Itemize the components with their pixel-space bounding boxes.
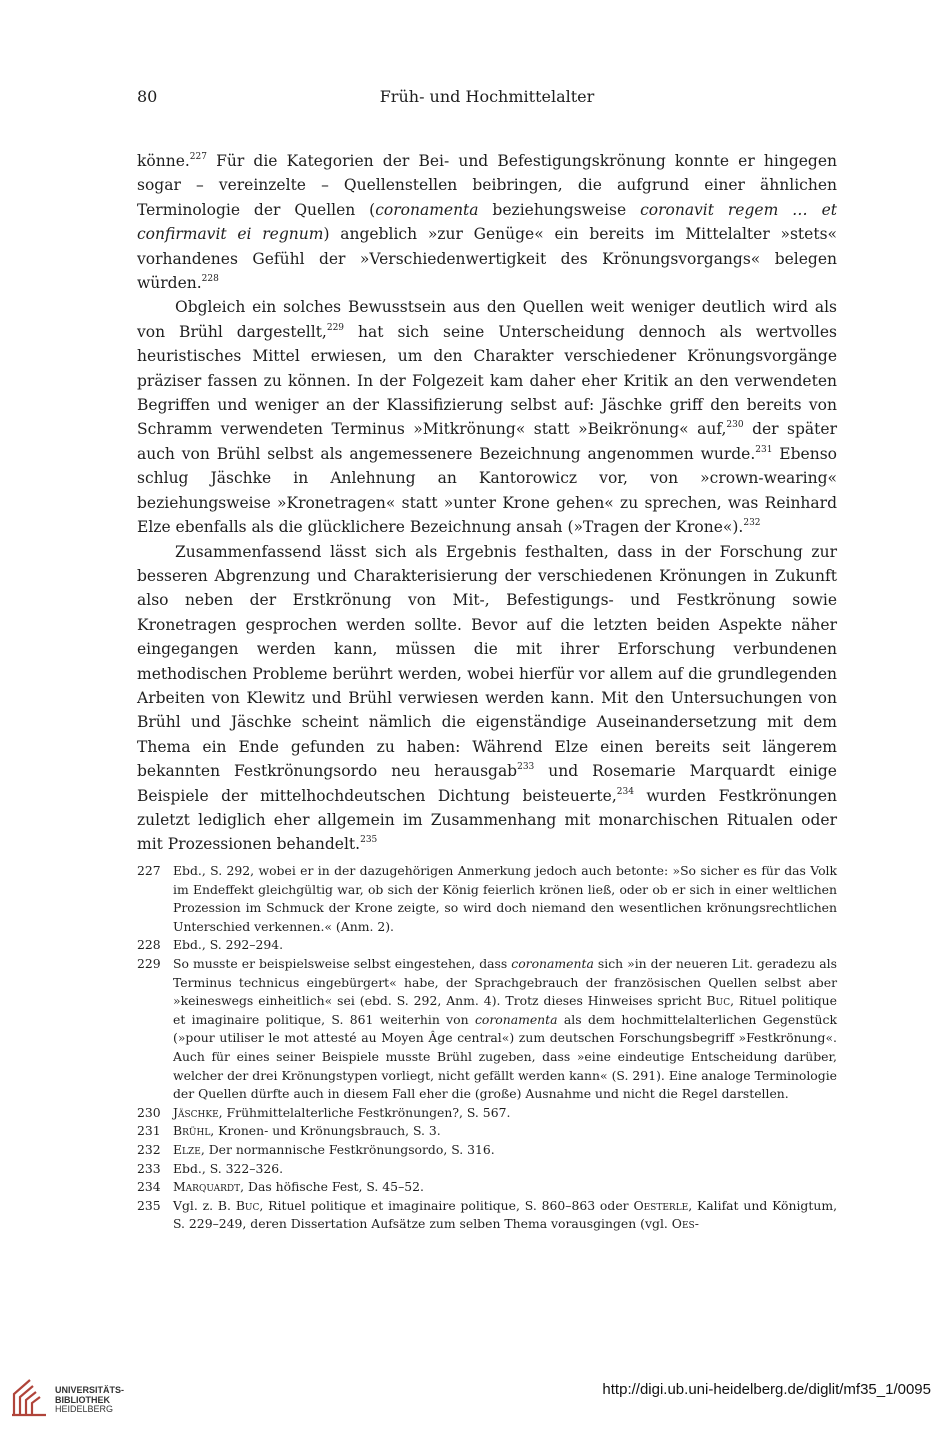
footnote-text: sich »in der neueren Lit. geradezu als Terminus technicus eingebürgert« habe, der Sprachgebrauch der französischen Quellen selbst aber »keineswegs einheitlich« sei (ebd. S. 292, Anm. 4). Trotz dieses Hinweises spricht	[173, 955, 837, 1009]
footnote-number: 232	[137, 1141, 161, 1157]
footnote-ref-230: 230	[726, 420, 744, 431]
footnote-text: , Rituel politique et imaginaire politique, S. 861 weiterhin von	[173, 993, 837, 1027]
footnote-ref-229: 229	[326, 322, 345, 333]
italic-quote: coronavit regem … et confirmavit ei regnum	[137, 200, 837, 244]
footnote-text: Ebd., S. 292–294.	[173, 937, 284, 953]
footnote-ref-231: 231	[755, 444, 773, 455]
text-run: Zusammenfassend lässt sich als Ergebnis festhalten, dass in der Forschung zur besseren Abgrenzung und Charakterisierung der verschiedenen Krönungen in Zukunft also neben der Erstkrönung von Mit-, Befestigungs- und Festkrönung sowie Kronetragen gesprochen werden sollte. Bevor auf die letzten beiden Aspekte näher eingegangen werden kann, müssen die mit ihrer Erforschung verbundenen methodischen Probleme berührt werden, wobei hierfür vor allem auf die grundlegenden Arbeiten von Klewitz und Brühl verwiesen werden kann. Mit den Untersuchungen von Brühl und Jäschke scheint nämlich die eigenständige Auseinandersetzung mit dem Thema ein Ende gefunden zu haben: Während Elze einen bereits seit längerem bekannten Festkrönungsordo neu herausgab	[137, 542, 837, 781]
text-run: beziehungsweise	[478, 200, 641, 219]
footnote-text: als dem hochmittelalterlichen Gegenstück (»pour utiliser le mot attesté au Moyen Âge central«) zum deutschen Forschungsbegriff »Festkrönung«. Auch für eines seiner Beispiele musste Brühl zugeben, dass »eine eindeutige Entscheidung darüber, welcher der drei Krönungstypen vorliegt, nicht gefällt werden kann« (S. 291). Eine analoge Terminologie der Quellen dürfte auch in diesem Fall eher die (große) Ausnahme und nicht die Regel darstellen.	[173, 1011, 837, 1102]
footnote-text: Vgl. z. B.	[173, 1197, 236, 1213]
italic-term: coronamenta	[474, 1011, 558, 1027]
author-name: Jäschke	[173, 1104, 219, 1120]
author-name: Oes-	[671, 1216, 699, 1232]
footnote-text: , Das höfische Fest, S. 45–52.	[240, 1179, 424, 1195]
footnote-231	[137, 1122, 837, 1141]
footnote-text: , Rituel politique et imaginaire politique, S. 860–863 oder	[259, 1197, 634, 1213]
footnote-text: , Kronen- und Krönungsbrauch, S. 3.	[210, 1123, 441, 1139]
footnote-ref-232: 232	[743, 518, 761, 529]
author-name: Brühl	[173, 1123, 211, 1139]
footnote-text: Ebd., S. 322–326.	[173, 1160, 284, 1176]
footnote-text: So musste er beispielsweise selbst eingestehen, dass	[173, 955, 512, 971]
footnote-234	[137, 1178, 837, 1197]
author-name: Elze	[173, 1141, 201, 1157]
author-name: Marquardt	[173, 1179, 241, 1195]
paragraph-1	[137, 149, 837, 295]
footnote-number: 233	[137, 1160, 161, 1176]
page-number: 80	[137, 87, 158, 106]
page-header	[137, 87, 837, 111]
footnote-235	[137, 1197, 837, 1234]
footnote-number: 230	[137, 1104, 161, 1120]
source-url: http://digi.ub.uni-heidelberg.de/diglit/mf35_1/0095	[602, 1381, 931, 1398]
library-name-line: BIBLIOTHEK	[55, 1394, 110, 1405]
footnote-text: Ebd., S. 292, wobei er in der dazugehörigen Anmerkung jedoch auch betonte: »So sicher es für das Volk im Endeffekt gleichgültig war, ob sich der König feierlich krönen ließ, oder ob er sich in einer weltlichen Prozession im Schmuck der Krone zeigte, so wird doch niemand den wesentlichen krönungsrechtlichen Unterschied verkennen.« (Anm. 2).	[173, 863, 837, 934]
footnote-232	[137, 1141, 837, 1160]
footnote-ref-234: 234	[616, 786, 634, 797]
text-run: ) angeblich »zur Genüge« ein bereits im Mittelalter »stets« vorhandenes Gefühl der »Verschiedenwertigkeit des Krönungsvorgangs« belegen würden.	[137, 225, 837, 293]
footnotes	[137, 862, 837, 1234]
footnote-233	[137, 1160, 837, 1179]
footnote-number: 228	[137, 937, 161, 953]
author-name: Buc	[706, 993, 731, 1009]
footnote-text: , Frühmittelalterliche Festkrönungen?, S. 567.	[218, 1104, 511, 1120]
footnote-ref-235: 235	[360, 835, 378, 846]
text-run: und Rosemarie Marquardt einige Beispiele der mittelhochdeutschen Dichtung beisteuerte,	[137, 762, 837, 805]
digitization-footer	[0, 1372, 941, 1422]
main-text	[137, 149, 837, 857]
library-name-line: HEIDELBERG	[55, 1404, 114, 1414]
footnote-number: 235	[137, 1197, 161, 1213]
paragraph-2	[137, 295, 837, 539]
author-name: Oesterle	[633, 1197, 689, 1213]
footnote-228	[137, 936, 837, 955]
footnote-text: , Der normannische Festkrönungsordo, S. 316.	[200, 1141, 495, 1157]
text-run: könne.	[137, 152, 190, 170]
author-name: Buc	[235, 1197, 260, 1213]
footnote-ref-227: 227	[189, 152, 207, 162]
footnote-ref-233: 233	[517, 762, 535, 773]
footnote-number: 231	[137, 1123, 161, 1139]
text-run: der später auch von Brühl selbst als angemessenere Bezeichnung angenommen wurde.	[137, 420, 837, 463]
footnote-number: 229	[137, 955, 161, 971]
text-run: wurden Festkrönungen zuletzt lediglich eher allgemein im Zusammenhang mit monarchischen Ritualen oder mit Prozessionen behandelt.	[137, 786, 838, 854]
text-run: hat sich seine Unterscheidung dennoch als wertvolles heuristisches Mittel erwiesen, um den Charakter verschiedener Krönungsvorgänge präziser fassen zu können. In der Folgezeit kam daher eher Kritik an den verwendeten Begriffen und weniger an der Klassifizierung selbst auf: Jäschke griff den bereits von Schramm verwendeten Terminus »Mitkrönung« statt »Beikrönung« auf,	[137, 322, 837, 439]
text-run: Ebenso schlug Jäschke in Anlehnung an Kantorowicz vor, von »crown-wearing« beziehungsweise »Kronetragen« statt »unter Krone gehen« zu sprechen, was Reinhard Elze ebenfalls als die glücklichere Bezeichnung ansah (»Tragen der Krone«).	[137, 444, 837, 537]
library-name	[55, 1386, 124, 1415]
italic-term: coronamenta	[375, 200, 479, 219]
text-run: Obgleich ein solches Bewusstsein aus den Quellen weit weniger deutlich wird als von Brühl dargestellt,	[137, 298, 837, 341]
footnote-229	[137, 955, 837, 1104]
library-name-line: UNIVERSITÄTS-	[55, 1385, 125, 1395]
italic-term: coronamenta	[511, 955, 594, 971]
text-run: Für die Kategorien der Bei- und Befestigungskrönung konnte er hingegen sogar – vereinzelte – Quellenstellen beibringen, die aufgrund einer ähnlichen Terminologie der Quellen (	[137, 152, 837, 219]
running-head: Früh- und Hochmittelalter	[379, 87, 595, 106]
university-library-logo-icon	[10, 1376, 52, 1418]
footnote-number: 227	[137, 863, 161, 878]
footnote-text: , Kalifat und Königtum, S. 229–249, deren Dissertation Aufsätze zum selben Thema vorausgingen (vgl.	[173, 1197, 838, 1232]
footnote-227	[137, 862, 837, 936]
footnote-ref-228: 228	[201, 274, 219, 285]
paragraph-3	[137, 540, 837, 857]
footnote-number: 234	[137, 1179, 161, 1195]
footnote-230	[137, 1104, 837, 1123]
